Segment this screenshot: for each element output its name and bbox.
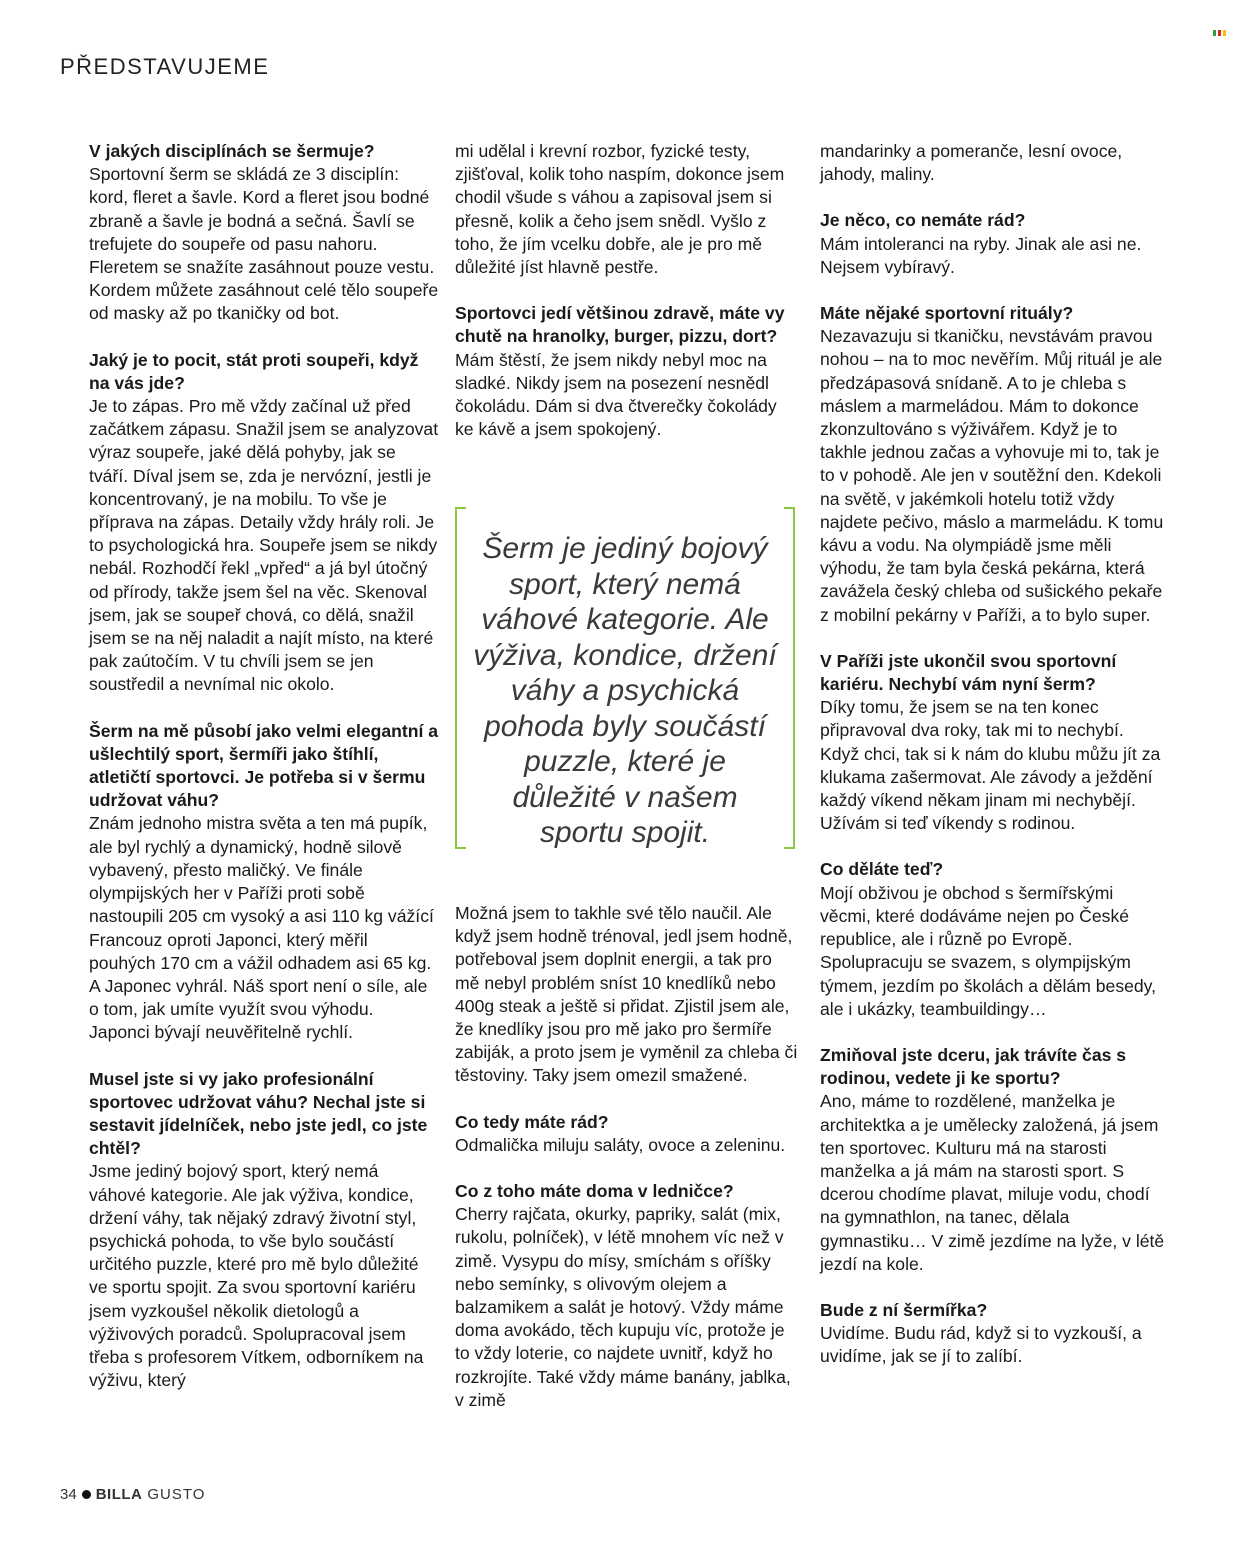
answer-text: Možná jsem to takhle své tělo naučil. Ale když jsem hodně trénoval, jedl jsem hodně, potřeboval jsem doplnit energii, a tak pro mě nebyl problém sníst 10 knedlíků nebo 400g steak a ještě si přidat. Zjistil jsem ale, že knedlíky jsou pro mě jako pro šermíře zabiják, a proto jsem je vyměnil za chleba či těstoviny. Taky jsem omezil smažené. xyxy=(455,903,798,1086)
article-column-2-bottom xyxy=(455,902,800,1435)
answer-text: Ano, máme to rozdělené, manželka je architektka a je umělecky založená, já jsem ten sportovec. Kulturu má na starosti manželka a já mám na starosti sport. S dcerou chodíme plavat, miluje vodu, chodí na gymnathlon, na tanec, dělala gymnastiku… V zimě jezdíme na lyže, v létě jezdí na kole. xyxy=(820,1091,1165,1274)
question-heading: Co tedy máte rád? xyxy=(455,1111,609,1132)
quote-bracket-right xyxy=(784,507,795,849)
answer-text: Díky tomu, že jsem se na ten konec připravoval dva roky, tak mi to nechybí. Když chci, tak si k nám do klubu můžu jít za klukama zašermovat. Ale závody a ježdění každý víkend někam jinam mi nechybějí. Užívám si teď víkendy s rodinou. xyxy=(820,697,1161,834)
question-heading: Jaký je to pocit, stát proti soupeři, když na vás jde? xyxy=(89,349,419,393)
answer-text: Mám intoleranci na ryby. Jinak ale asi ne. Nejsem vybíravý. xyxy=(820,233,1142,277)
qa-block xyxy=(89,140,439,326)
answer-text: Nezavazuju si tkaničku, nevstávám pravou nohou – na to moc nevěřím. Můj rituál je ale předzápasová snídaně. A to je chleba s máslem a marmeládou. Mám to dokonce zkonzultováno s výživářem. Když je to takhle jednou začas a vyhovuje mi to, tak je to v pohodě. Ale jen v soutěžní den. Kdekoli na světě, v jakémkoli hotelu totiž vždy najdete pečivo, máslo a marmeládu. K tomu kávu a vodu. Na olympiádě jsme měli výhodu, že tam byla česká pekárna, která zavážela český chleba od sušického pekaře z mobilní pekárny v Paříži, a to bylo super. xyxy=(820,326,1164,625)
qa-block xyxy=(455,140,800,279)
question-heading: Co děláte teď? xyxy=(820,859,944,880)
article-column-2-top xyxy=(455,140,800,464)
magazine-name: GUSTO xyxy=(147,1486,206,1503)
qa-block xyxy=(820,140,1165,186)
question-heading: V jakých disciplínách se šermuje? xyxy=(89,141,375,161)
article-column-3 xyxy=(820,140,1165,1392)
answer-text: Sportovní šerm se skládá ze 3 disciplín: kord, fleret a šavle. Kord a fleret jsou bodné zbraně a šavle je bodná a sečná. Šavlí se trefujete do soupeře od pasu nahoru. Fleretem se snažíte zasáhnout pouze vestu. Kordem můžete zasáhnout celé tělo soupeře od masky až po tkaničky od bot. xyxy=(89,164,439,324)
question-heading: Sportovci jedí většinou zdravě, máte vy chutě na hranolky, burger, pizzu, dort? xyxy=(455,303,785,347)
question-heading: Musel jste si vy jako profesionální sportovec udržovat váhu? Nechal jste si sestavit jídelníček, nebo jste jedl, co jste chtěl? xyxy=(89,1068,428,1159)
answer-text: mi udělal i krevní rozbor, fyzické testy, zjišťoval, kolik toho naspím, dokonce jsem chodil všude s váhou a zapisoval jsem si přesně, kolik a čeho jsem snědl. Vyšlo z toho, že jím vcelku dobře, ale je pro mě důležité jíst hlavně pestře. xyxy=(455,141,785,278)
answer-text: Znám jednoho mistra světa a ten má pupík, ale byl rychlý a dynamický, hodně silově vybavený, přesto maličký. Ve finále olympijských her v Paříži proti sobě nastoupili 205 cm vysoký a asi 110 kg vážící Francouz oproti Japonci, který měřil pouhých 170 cm a vážil odhadem asi 65 kg. A Japonec vyhrál. Náš sport není o síle, ale o tom, jak umíte využít svou výhodu. Japonci bývají neuvěřitelně rychlí. xyxy=(89,813,434,1043)
answer-text: Mojí obživou je obchod s šermířskými věcmi, které dodáváme nejen po České republice, ale i různě po Evropě. Spolupracuju se svazem, s olympijským týmem, jezdím po školách a dělám besedy, ale i ukázky, teambuildingy… xyxy=(820,882,1157,1019)
question-heading: Máte nějaké sportovní rituály? xyxy=(820,303,1074,324)
qa-block xyxy=(89,349,439,697)
question-heading: V Paříži jste ukončil svou sportovní kariéru. Nechybí vám nyní šerm? xyxy=(820,650,1117,695)
bullet-dot-icon xyxy=(82,1490,91,1499)
qa-block xyxy=(89,1068,439,1393)
question-heading: Je něco, co nemáte rád? xyxy=(820,210,1026,231)
qa-block xyxy=(89,720,439,1045)
answer-text: Odmalička miluju saláty, ovoce a zeleninu. xyxy=(455,1134,786,1155)
pull-quote-text: Šerm je jediný bojový sport, který nemá váhové kategorie. Ale výživa, kondice, držení váhy a psychická pohoda byly součástí puzzle, které je důležité v našem sportu spojit. xyxy=(473,532,777,849)
brand-name: BILLA xyxy=(95,1486,143,1503)
qa-block xyxy=(820,650,1165,836)
answer-text: Uvidíme. Budu rád, když si to vyzkouší, a uvidíme, jak se jí to zalíbí. xyxy=(820,1323,1142,1367)
qa-block xyxy=(820,209,1165,279)
answer-text: Je to zápas. Pro mě vždy začínal už před začátkem zápasu. Snažil jsem se analyzovat výraz soupeře, jaké dělá pohyby, jak se tváří. Díval jsem se, zda je nervózní, jestli je koncentrovaný, je na mobilu. To vše je příprava na zápas. Detaily vždy hrály roli. Je to psychologická hra. Soupeře jsem se nikdy nebál. Rozhodčí řekl „vpřed“ a já byl útočný od přírody, takže jsem šel na věc. Skenoval jsem, jak se soupeř chová, co dělá, snažil jsem se na něj naladit a najít místo, na které pak zaútočím. V tu chvíli jsem se jen soustředil a nevnímal nic okolo. xyxy=(89,396,439,695)
question-heading: Zmiňoval jste dceru, jak trávíte čas s rodinou, vedete ji ke sportu? xyxy=(820,1044,1127,1089)
corner-color-mark xyxy=(1213,30,1226,36)
quote-bracket-left xyxy=(455,507,466,849)
qa-block xyxy=(820,302,1165,627)
qa-block xyxy=(455,1111,800,1157)
qa-block xyxy=(455,302,800,441)
section-label: PŘEDSTAVUJEME xyxy=(60,54,270,79)
answer-text: Jsme jediný bojový sport, který nemá váhové kategorie. Ale jak výživa, kondice, držení váhy, tak nějaký zdravý životní styl, psychická pohoda, to vše bylo součástí určitého puzzle, které pro mě bylo důležité ve sportu spojit. Za svou sportovní kariéru jsem vyzkoušel několik dietologů a výživových poradců. Spolupracoval jsem třeba s profesorem Vítkem, odborníkem na výživu, který xyxy=(89,1161,424,1391)
answer-text: mandarinky a pomeranče, lesní ovoce, jahody, maliny. xyxy=(820,141,1123,185)
qa-block xyxy=(820,858,1165,1020)
qa-block xyxy=(820,1299,1165,1369)
answer-text: Mám štěstí, že jsem nikdy nebyl moc na sladké. Nikdy jsem na posezení nesnědl čokoládu. Dám si dva čtverečky čokolády ke kávě a jsem spokojený. xyxy=(455,349,777,440)
question-heading: Co z toho máte doma v ledničce? xyxy=(455,1181,734,1202)
question-heading: Šerm na mě působí jako velmi elegantní a ušlechtilý sport, šermíři jako štíhlí, atletičtí sportovci. Je potřeba si v šermu udržovat váhu? xyxy=(89,720,439,811)
answer-text: Cherry rajčata, okurky, papriky, salát (mix, rukolu, polníček), v létě mnohem víc než v zimě. Vysypu do mísy, smíchám s oříšky nebo semínky, s olivovým olejem a balzamikem a salát je hotový. Vždy máme doma avokádo, těch kupuju víc, protože je to vždy loterie, co najdete uvnitř, když ho rozkrojíte. Také vždy máme banány, jablka, v zimě xyxy=(455,1204,791,1410)
qa-block xyxy=(455,902,800,1088)
qa-block xyxy=(820,1044,1165,1276)
qa-block xyxy=(455,1180,800,1412)
page-footer xyxy=(60,1486,205,1503)
article-column-1 xyxy=(89,140,439,1415)
question-heading: Bude z ní šermířka? xyxy=(820,1299,988,1320)
page-number: 34 xyxy=(60,1486,77,1503)
pull-quote xyxy=(455,507,795,849)
